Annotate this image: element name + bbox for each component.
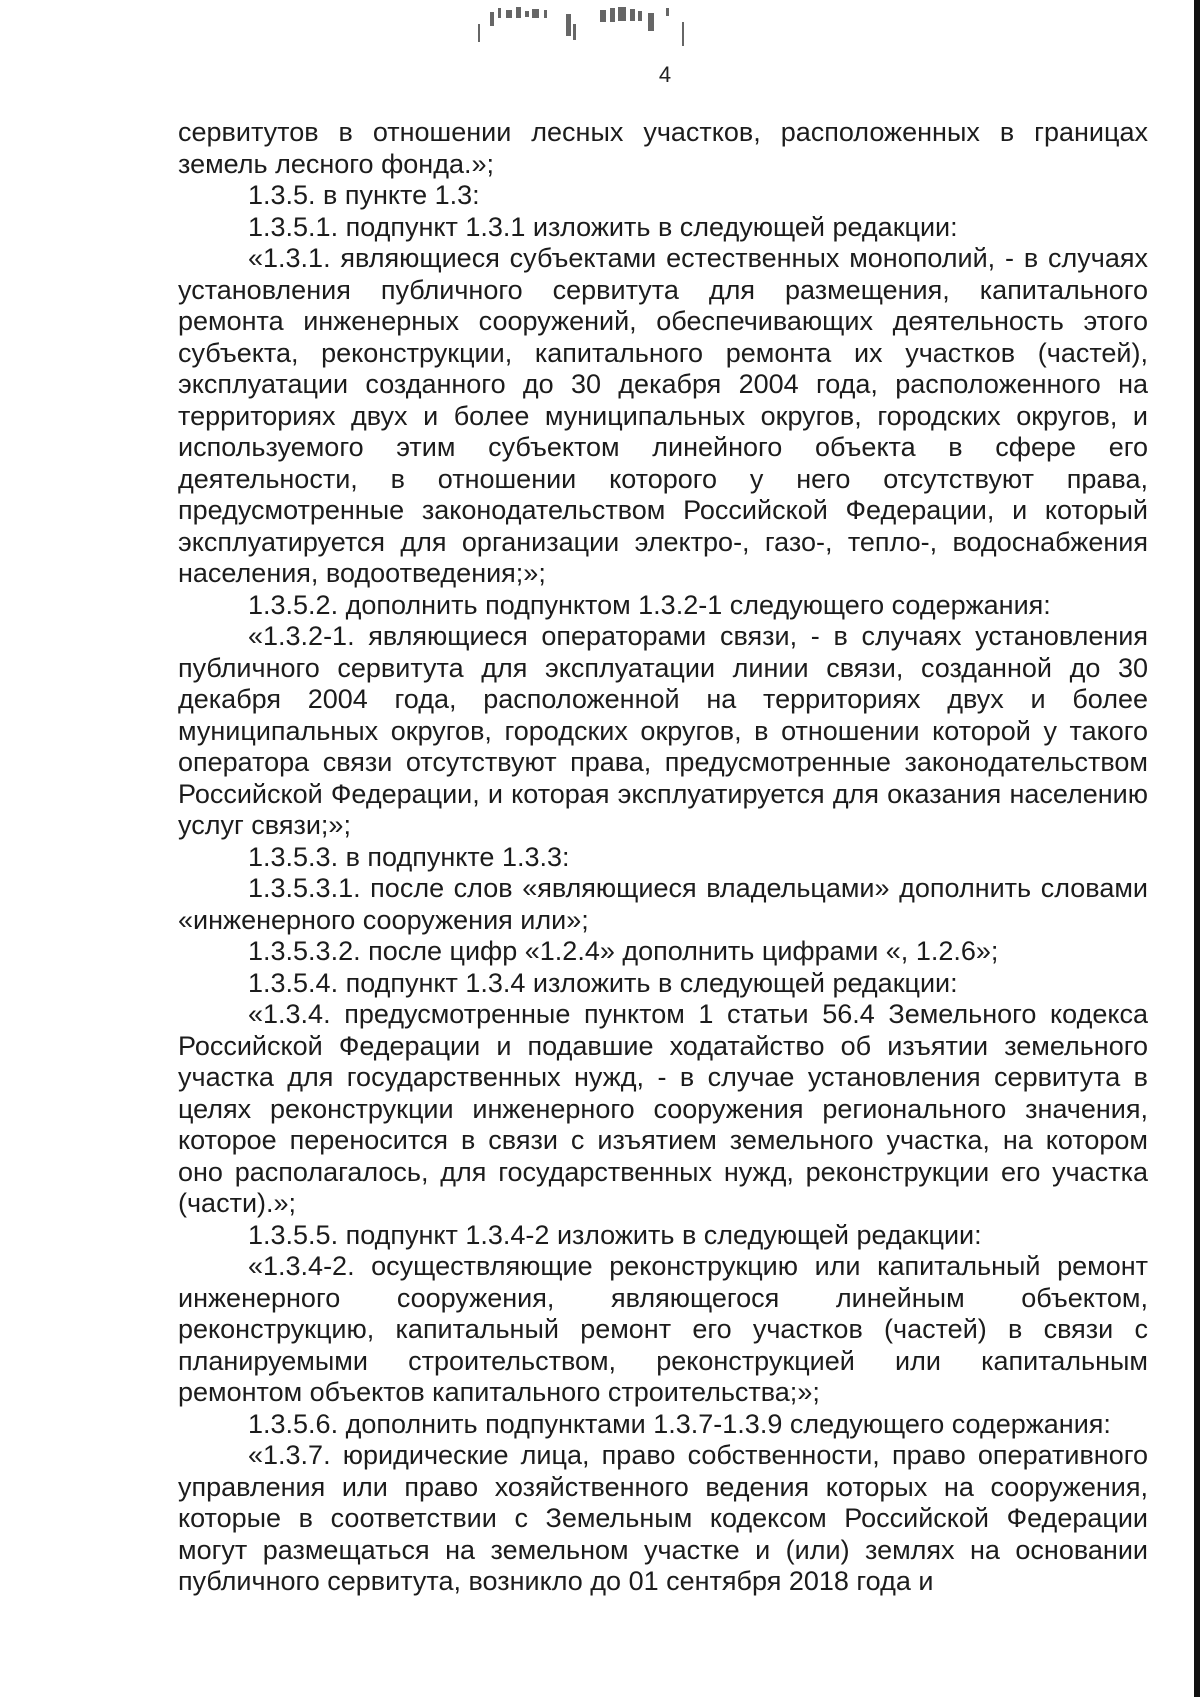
page-number: 4 (658, 62, 672, 87)
paragraph: 1.3.5.1. подпункт 1.3.1 изложить в следующей редакции: (248, 211, 958, 242)
paragraph: «1.3.1. являющиеся субъектами естественных монополий, - в случаях установления публичного сервитута для размещения, капитального ремонта инженерных сооружений, обеспечивающих деятельность этого субъекта, реконструкции, капитального ремонта их участков (частей), эксплуатации созданного до 30 декабря 2004 года, расположенного на территориях двух и более муниципальных округов, городских округов, и используемого этим субъектом линейного объекта в сфере его деятельности, в отношении которого у него отсутствуют права, предусмотренные законодательством Российской Федерации, и который эксплуатируется для организации электро-, газо-, тепло-, водоснабжения населения, водоотведения;»; (178, 243, 1148, 588)
paragraph: 1.3.5.3.2. после цифр «1.2.4» дополнить цифрами «, 1.2.6»; (248, 936, 999, 966)
paragraph: 1.3.5.5. подпункт 1.3.4-2 изложить в следующей редакции: (248, 1219, 982, 1250)
paragraph: «1.3.4. предусмотренные пунктом 1 статьи 56.4 Земельного кодекса Российской Федерации и подавшие ходатайство об изъятии земельного участка для государственных нужд, - в случае установления сервитута в целях реконструкции инженерного сооружения регионального значения, которое переносится в связи с изъятием земельного участка, на котором оно располагалось, для государственных нужд, реконструкции его участка (части).»; (178, 999, 1148, 1218)
paragraph: 1.3.5.6. дополнить подпунктами 1.3.7-1.3.9 следующего содержания: (248, 1408, 1111, 1439)
paragraph: «1.3.2-1. являющиеся операторами связи, - в случаях установления публичного сервитута для эксплуатации линии связи, созданной до 30 декабря 2004 года, расположенной на территориях двух и более муниципальных округов, городских округов, в отношении которой у такого оператора связи отсутствуют права, предусмотренные законодательством Российской Федерации, и которая эксплуатируется для оказания населению услуг связи;»; (178, 621, 1148, 840)
paragraph: 1.3.5.2. дополнить подпунктом 1.3.2-1 следующего содержания: (248, 589, 1051, 620)
paragraph: 1.3.5.3. в подпункте 1.3.3: (248, 841, 570, 872)
paragraph: «1.3.7. юридические лица, право собственности, право оперативного управления или право хозяйственного ведения которых на сооружения, которые в соответствии с Земельным кодексом Российской Федерации могут размещаться на земельном участке и (или) землях на основании публичного сервитута, возникло до 01 сентября 2018 года и (178, 1440, 1148, 1596)
scan-edge-line (1194, 0, 1200, 1697)
document-body (178, 117, 1148, 1598)
paragraph: «1.3.4-2. осуществляющие реконструкцию или капитальный ремонт инженерного сооружения, являющегося линейным объектом, реконструкцию, капитальный ремонт его участков (частей) в связи с планируемыми строительством, реконструкцией или капитальным ремонтом объектов капитального строительства;»; (178, 1251, 1148, 1407)
paragraph: 1.3.5. в пункте 1.3: (248, 180, 480, 210)
paragraph: сервитутов в отношении лесных участков, расположенных в границах земель лесного фонда.»; (178, 117, 1148, 179)
paragraph: 1.3.5.4. подпункт 1.3.4 изложить в следующей редакции: (248, 967, 958, 998)
blurred-stamp-mark (470, 4, 740, 54)
paragraph: 1.3.5.3.1. после слов «являющиеся владельцами» дополнить словами «инженерного сооружения или»; (178, 873, 1148, 935)
